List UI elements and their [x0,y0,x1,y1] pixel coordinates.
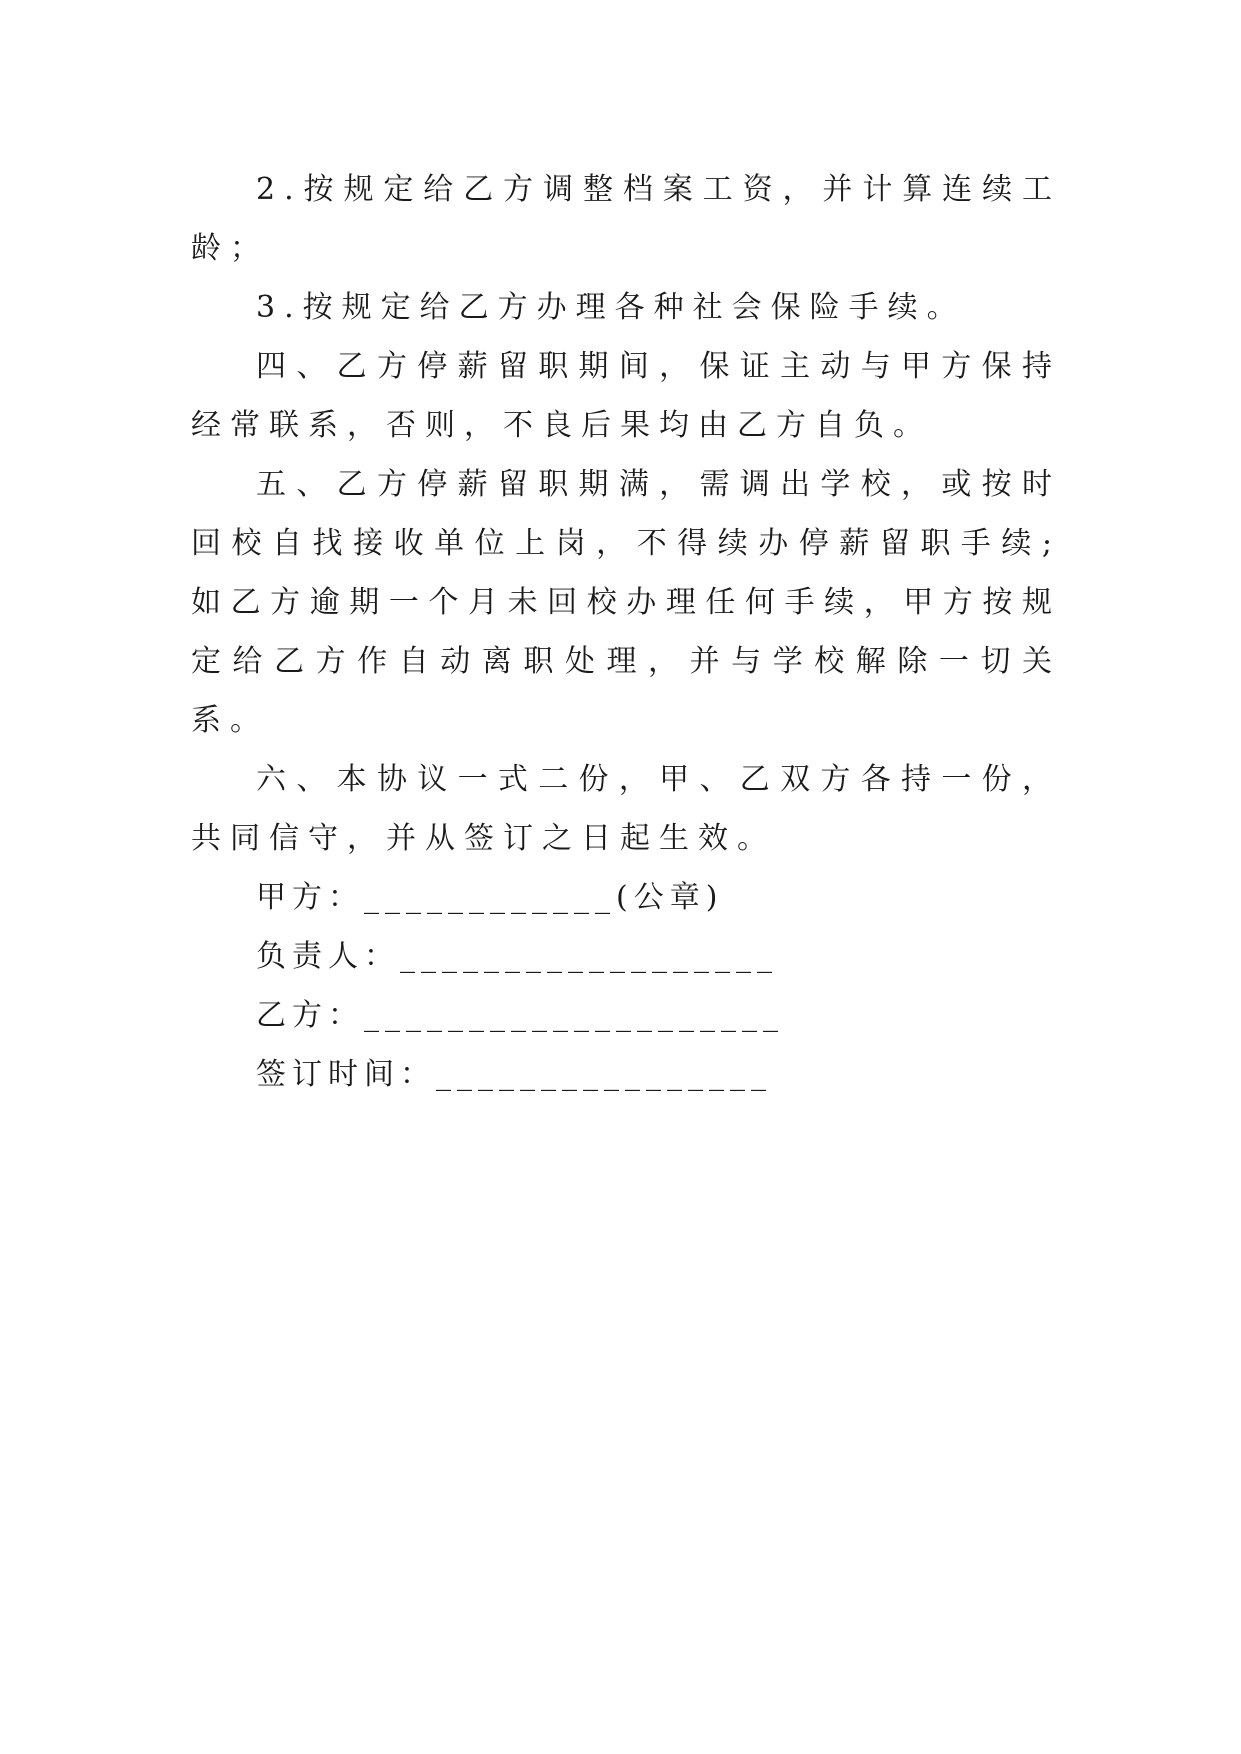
document-body [191,160,1061,1104]
party-a-signature-line: 甲方：____________(公章) [256,880,724,915]
party-b-signature-line: 乙方：____________________ [256,998,784,1033]
clause-item-2: 2.按规定给乙方调整档案工资，并计算连续工龄； [191,172,1061,266]
clause-five: 五、乙方停薪留职期满，需调出学校，或按时回校自找接收单位上岗，不得续办停薪留职手续;如乙方逾期一个月未回校办理任何手续，甲方按规定给乙方作自动离职处理，并与学校解除一切关系。 [191,467,1061,738]
clause-six: 六、本协议一式二份，甲、乙双方各持一份，共同信守，并从签订之日起生效。 [191,762,1061,856]
clause-four: 四、乙方停薪留职期间，保证主动与甲方保持经常联系，否则，不良后果均由乙方自负。 [191,349,1061,443]
clause-item-3: 3.按规定给乙方办理各种社会保险手续。 [256,290,966,325]
sign-date-line: 签订时间：________________ [256,1057,772,1092]
responsible-person-signature-line: 负责人：__________________ [256,939,778,974]
